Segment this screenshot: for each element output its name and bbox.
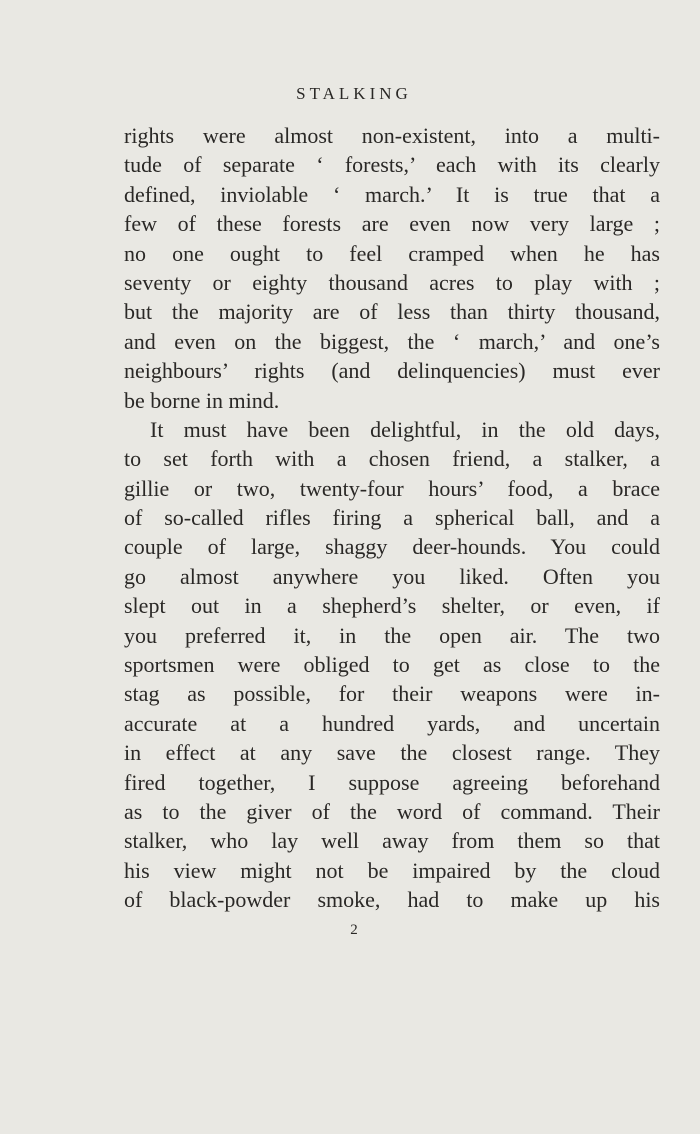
running-head: STALKING — [296, 84, 412, 103]
text-line: stalker, who lay well away from them so that — [124, 828, 660, 854]
text-line: you preferred it, in the open air. The two — [124, 622, 660, 648]
text-line: in effect at any save the closest range. They — [124, 740, 660, 766]
text-line: defined, inviolable ‘ march.’ It is true that a — [124, 181, 660, 207]
text-line: his view might not be impaired by the cloud — [124, 857, 660, 883]
text-line: to set forth with a chosen friend, a stalker, a — [124, 446, 660, 472]
text-line: accurate at a hundred yards, and uncertain — [124, 710, 660, 736]
text-line: no one ought to feel cramped when he has — [124, 240, 660, 266]
text-line: sportsmen were obliged to get as close to the — [124, 652, 660, 678]
text-line: of black-powder smoke, had to make up his — [124, 887, 660, 913]
text-line: tude of separate ‘ forests,’ each with its clearly — [124, 152, 660, 178]
text-line: gillie or two, twenty-four hours’ food, a brace — [124, 475, 660, 501]
text-line: neighbours’ rights (and delinquencies) must ever — [124, 358, 660, 384]
text-line: rights were almost non-existent, into a multi- — [124, 123, 660, 148]
text-line: few of these forests are even now very large ; — [124, 211, 660, 237]
text-line: and even on the biggest, the ‘ march,’ and one’s — [124, 328, 660, 354]
body-text — [124, 121, 660, 915]
text-line: stag as possible, for their weapons were in- — [124, 681, 660, 707]
text-line: as to the giver of the word of command. Their — [124, 798, 660, 824]
text-line: seventy or eighty thousand acres to play with ; — [124, 269, 660, 295]
text-line: go almost anywhere you liked. Often you — [124, 563, 660, 589]
text-line: of so-called rifles firing a spherical ball, and a — [124, 505, 660, 531]
text-line: slept out in a shepherd’s shelter, or even, if — [124, 593, 660, 619]
text-line: couple of large, shaggy deer-hounds. You could — [124, 534, 660, 560]
text-line: fired together, I suppose agreeing beforehand — [124, 769, 660, 795]
text-line: be borne in mind. — [124, 387, 280, 413]
text-line: but the majority are of less than thirty thousand, — [124, 299, 660, 325]
page-number: 2 — [350, 922, 358, 938]
text-line: It must have been delightful, in the old days, — [150, 416, 660, 442]
